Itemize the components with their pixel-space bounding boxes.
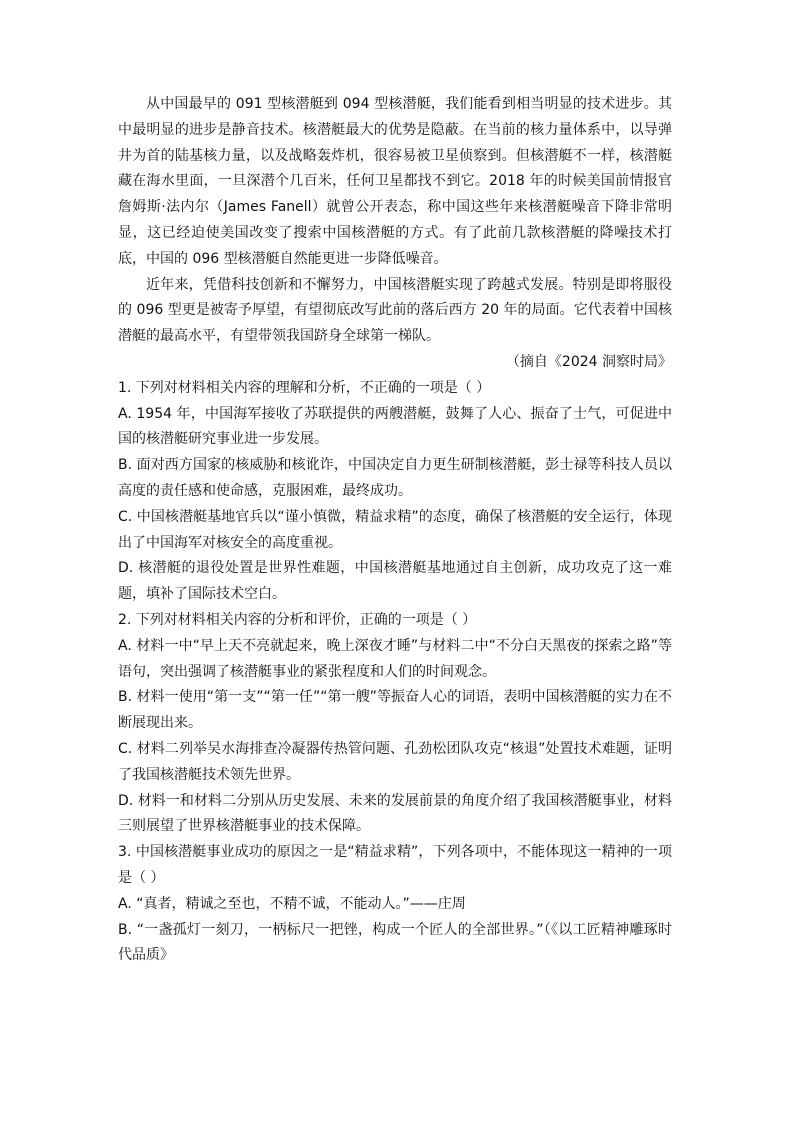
question-3-stem: 3. 中国核潜艇事业成功的原因之一是“精益求精”，下列各项中，不能体现这一精神的一项是（ ） bbox=[118, 844, 672, 886]
question-2 bbox=[118, 608, 672, 840]
question-1-option-b: B. 面对西方国家的核威胁和核讹诈，中国决定自力更生研制核潜艇，彭士禄等科技人员以高度的责任感和使命感，克服困难，最终成功。 bbox=[118, 457, 672, 499]
question-1-option-d: D. 核潜艇的退役处置是世界性难题，中国核潜艇基地通过自主创新，成功攻克了这一难题，填补了国际技术空白。 bbox=[118, 560, 672, 603]
question-3-option-a: A. “真者，精诚之至也，不精不诚，不能动人。”——庄周 bbox=[118, 895, 466, 912]
question-1-option-c: C. 中国核潜艇基地官兵以“谨小慎微，精益求精”的态度，确保了核潜艇的安全运行，体现出了中国海军对核安全的高度重视。 bbox=[118, 508, 672, 551]
question-3 bbox=[118, 840, 672, 969]
question-2-stem: 2. 下列对材料相关内容的分析和评价，正确的一项是（ ） bbox=[118, 611, 477, 628]
question-2-option-d: D. 材料一和材料二分别从历史发展、未来的发展前景的角度介绍了我国核潜艇事业，材料三则展望了世界核潜艇事业的技术保障。 bbox=[118, 792, 672, 835]
question-2-option-a: A. 材料一中“早上天不亮就起来，晚上深夜才睡”与材料二中“不分白天黑夜的探索之路”等语句，突出强调了核潜艇事业的紧张程度和人们的时间观念。 bbox=[118, 637, 672, 680]
question-3-option-b: B. “一盏孤灯一刻刀，一柄标尺一把锉，构成一个匠人的全部世界。”（《以工匠精神雕琢时代品质》 bbox=[118, 921, 672, 964]
article-paragraph-2: 近年来，凭借科技创新和不懈努力，中国核潜艇实现了跨越式发展。特别是即将服役的 096 型更是被寄予厚望，有望彻底改写此前的落后西方 20 年的局面。它代表着中国核潜艇的最高水平，有望带领我国跻身全球第一梯队。 bbox=[118, 276, 672, 345]
question-2-option-c: C. 材料二列举吴水海排查冷凝器传热管问题、孔劲松团队攻克“核退”处置技术难题，证明了我国核潜艇技术领先世界。 bbox=[118, 740, 672, 783]
document-content bbox=[118, 92, 672, 969]
question-2-option-b: B. 材料一使用“第一支”“第一任”“第一艘”等振奋人心的词语，表明中国核潜艇的实力在不断展现出来。 bbox=[118, 689, 672, 732]
article-source: （摘自《2024 洞察时局》 bbox=[505, 353, 672, 370]
question-1 bbox=[118, 376, 672, 608]
article-paragraph-1: 从中国最早的 091 型核潜艇到 094 型核潜艇，我们能看到相当明显的技术进步。其中最明显的进步是静音技术。核潜艇最大的优势是隐蔽。在当前的核力量体系中，以导弹井为首的陆基核力量，以及战略轰炸机，很容易被卫星侦察到。但核潜艇不一样，核潜艇藏在海水里面，一旦深潜个几百米，任何卫星都找不到它。2018 年的时候美国前情报官詹姆斯·法内尔（James Fanell）就曾公开表态，称中国这些年来核潜艇噪音下降非常明显，这已经迫使美国改变了搜索中国核潜艇的方式。有了此前几款核潜艇的降噪技术打底，中国的 096 型核潜艇自然能更进一步降低噪音。 bbox=[118, 96, 672, 267]
question-1-option-a: A. 1954 年，中国海军接收了苏联提供的两艘潜艇，鼓舞了人心、振奋了士气，可促进中国的核潜艇研究事业进一步发展。 bbox=[118, 405, 672, 448]
question-1-stem: 1. 下列对材料相关内容的理解和分析，不正确的一项是（ ） bbox=[118, 379, 491, 396]
